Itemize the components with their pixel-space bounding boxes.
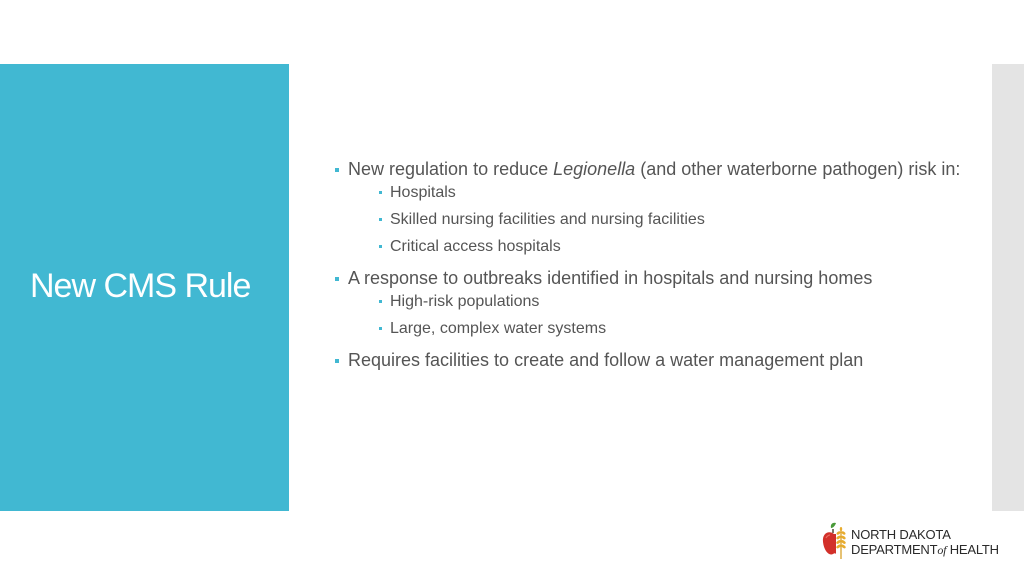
bullet-list <box>333 158 983 372</box>
sub-bullet-marker <box>379 327 382 330</box>
sub-bullet-text: High-risk populations <box>390 293 540 310</box>
sub-bullet-list <box>348 292 983 339</box>
bullet-text-part: New regulation to reduce <box>348 159 554 179</box>
bullet-text: A response to outbreaks identified in hospitals and nursing homes <box>348 268 873 288</box>
sub-bullet-text: Large, complex water systems <box>390 320 607 337</box>
slide-title: New CMS Rule <box>30 267 251 305</box>
sub-bullet-item <box>348 319 983 339</box>
logo-text-department: DEPARTMENT <box>851 542 938 557</box>
bullet-text: Requires facilities to create and follow a water management plan <box>348 350 864 370</box>
sub-bullet-marker <box>379 245 382 248</box>
sub-bullet-marker <box>379 218 382 221</box>
bullet-text-part: (and other waterborne pathogen) risk in: <box>635 159 961 179</box>
bullet-text-italic: Legionella <box>553 159 636 179</box>
bullet-item <box>333 267 983 339</box>
sub-bullet-list <box>348 183 983 257</box>
bullet-marker <box>335 168 339 172</box>
logo-text-line2 <box>851 542 999 558</box>
bullet-item <box>333 349 983 372</box>
logo-text-line1: NORTH DAKOTA <box>851 527 951 542</box>
bullet-item <box>333 158 983 257</box>
sub-bullet-item <box>348 183 983 203</box>
sub-bullet-item <box>348 237 983 257</box>
slide-content <box>333 158 983 382</box>
bullet-marker <box>335 359 339 363</box>
sub-bullet-text: Critical access hospitals <box>390 238 561 255</box>
logo-text-of: of <box>937 543 947 557</box>
sub-bullet-item <box>348 210 983 230</box>
sub-bullet-marker <box>379 191 382 194</box>
bullet-marker <box>335 277 339 281</box>
right-side-bar <box>992 64 1024 511</box>
logo-text-health: HEALTH <box>946 542 999 557</box>
sub-bullet-item <box>348 292 983 312</box>
apple-wheat-icon <box>822 522 848 560</box>
sub-bullet-text: Skilled nursing facilities and nursing facilities <box>390 211 705 228</box>
ndhealth-logo <box>822 522 1017 562</box>
sub-bullet-marker <box>379 300 382 303</box>
sub-bullet-text: Hospitals <box>390 184 456 201</box>
